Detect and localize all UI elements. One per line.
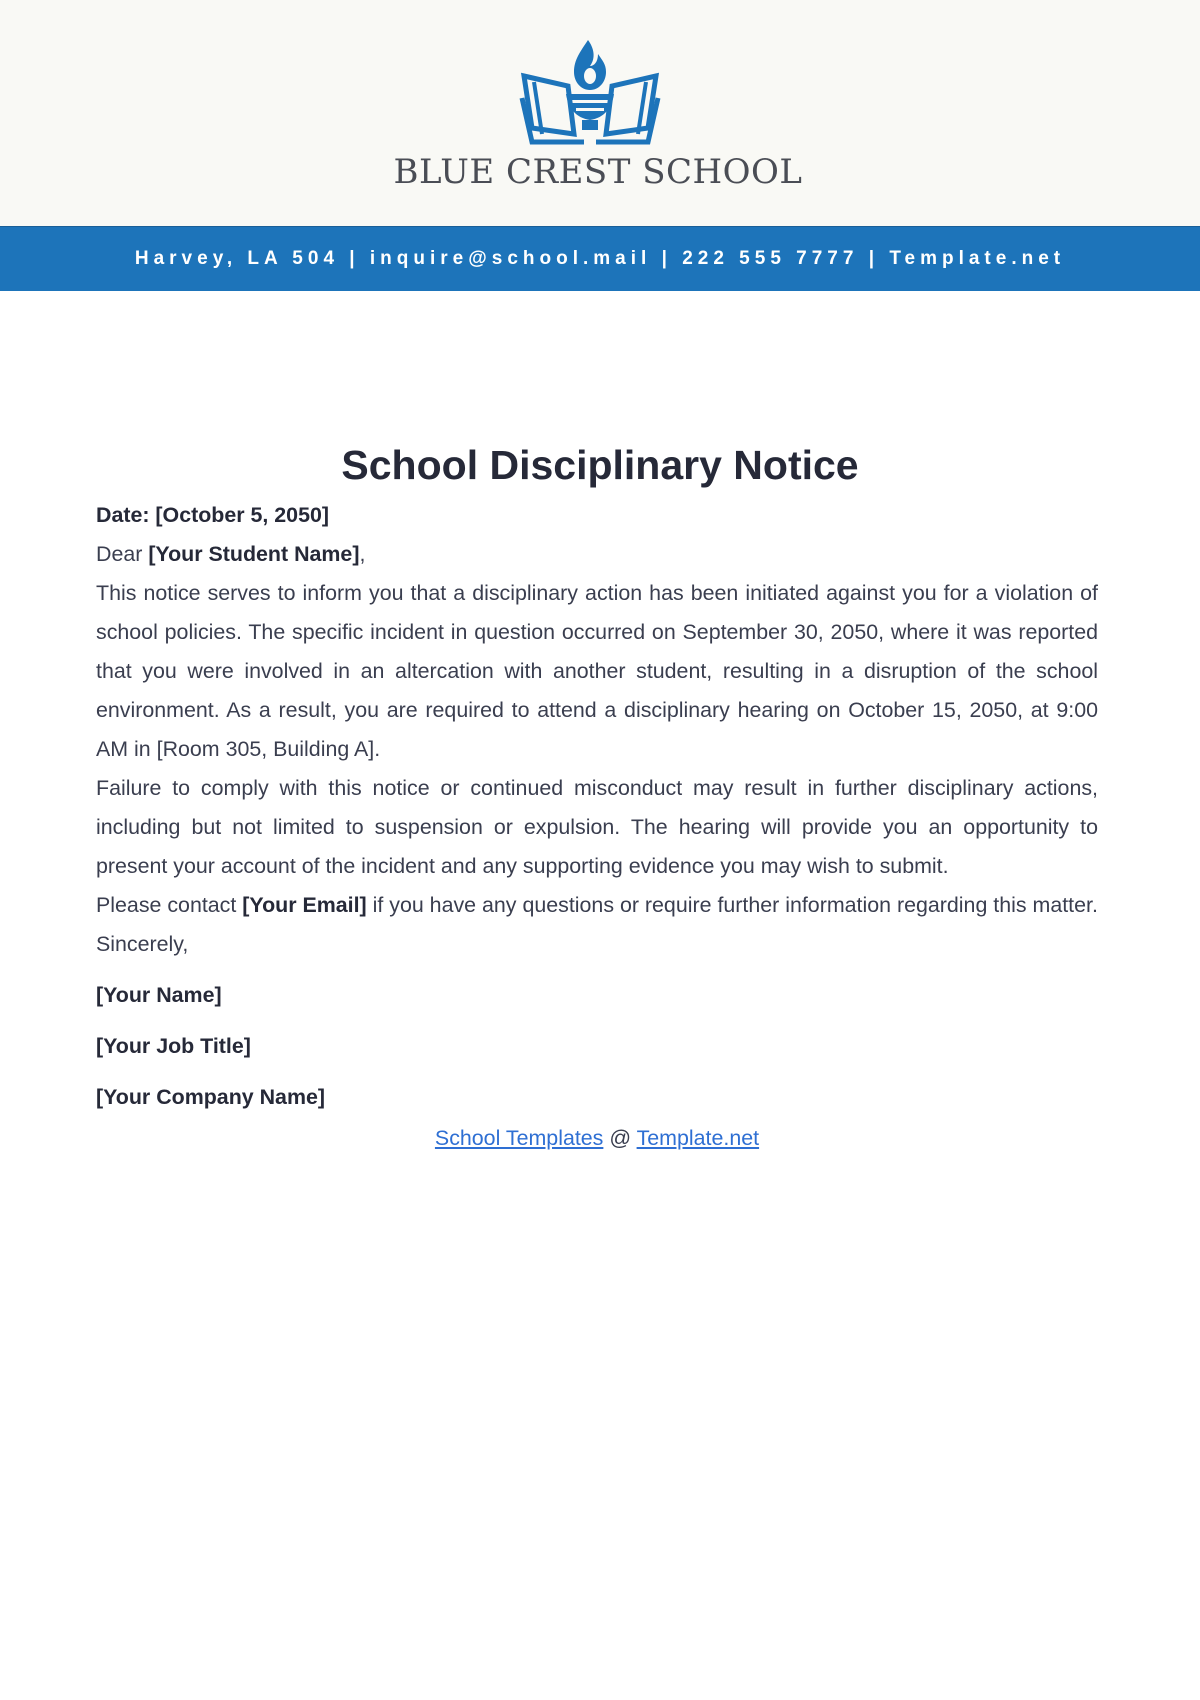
contact-separator: | <box>868 248 880 269</box>
signature-name: [Your Name] <box>96 983 222 1007</box>
contact-phone: 222 555 7777 <box>682 248 859 269</box>
signature-title: [Your Job Title] <box>96 1034 251 1058</box>
paragraph-1: This notice serves to inform you that a disciplinary action has been initiated against you for a violation of school policies. The specific incident in question occurred on September 30, 2050, where it was reported that you were involved in an altercation with another student, resulting in a disruption of the school environment. As a result, you are required to attend a disciplinary hearing on October 15, 2050, at 9:00 AM in [Room 305, Building A]. <box>96 581 1098 761</box>
letterhead <box>0 0 1200 226</box>
signature-company: [Your Company Name] <box>96 1085 325 1109</box>
contact-email: inquire@school.mail <box>369 248 652 269</box>
document-body <box>96 496 1098 1158</box>
school-templates-link[interactable]: School Templates <box>434 1126 604 1150</box>
contact-separator: | <box>661 248 672 269</box>
paragraph-2: Failure to comply with this notice or continued misconduct may result in further disciplinary actions, including but not limited to suspension or expulsion. The hearing will provide you an opportunity to present your account of the incident and any supporting evidence you may wish to submit. <box>96 776 1098 878</box>
salutation: Dear [Your Student Name], <box>96 542 366 566</box>
contact-website: Template.net <box>889 248 1066 269</box>
contact-separator: | <box>349 248 360 269</box>
student-name: [Your Student Name] <box>148 542 360 566</box>
footer-links <box>96 1119 1098 1158</box>
contact-bar <box>0 226 1200 291</box>
template-net-link[interactable]: Template.net <box>636 1126 760 1150</box>
closing: Sincerely, <box>96 932 189 956</box>
date-line: Date: [October 5, 2050] <box>96 503 329 527</box>
school-name: BLUE CREST SCHOOL <box>393 152 803 192</box>
contact-paragraph: Please contact [Your Email] if you have any questions or require further information regarding this matter. <box>96 893 1098 917</box>
contact-address: Harvey, LA 504 <box>134 248 340 269</box>
footer-at: @ <box>603 1126 637 1150</box>
document-title: School Disciplinary Notice <box>341 442 859 488</box>
book-torch-logo-icon <box>518 38 662 146</box>
contact-email-placeholder: [Your Email] <box>242 893 367 917</box>
